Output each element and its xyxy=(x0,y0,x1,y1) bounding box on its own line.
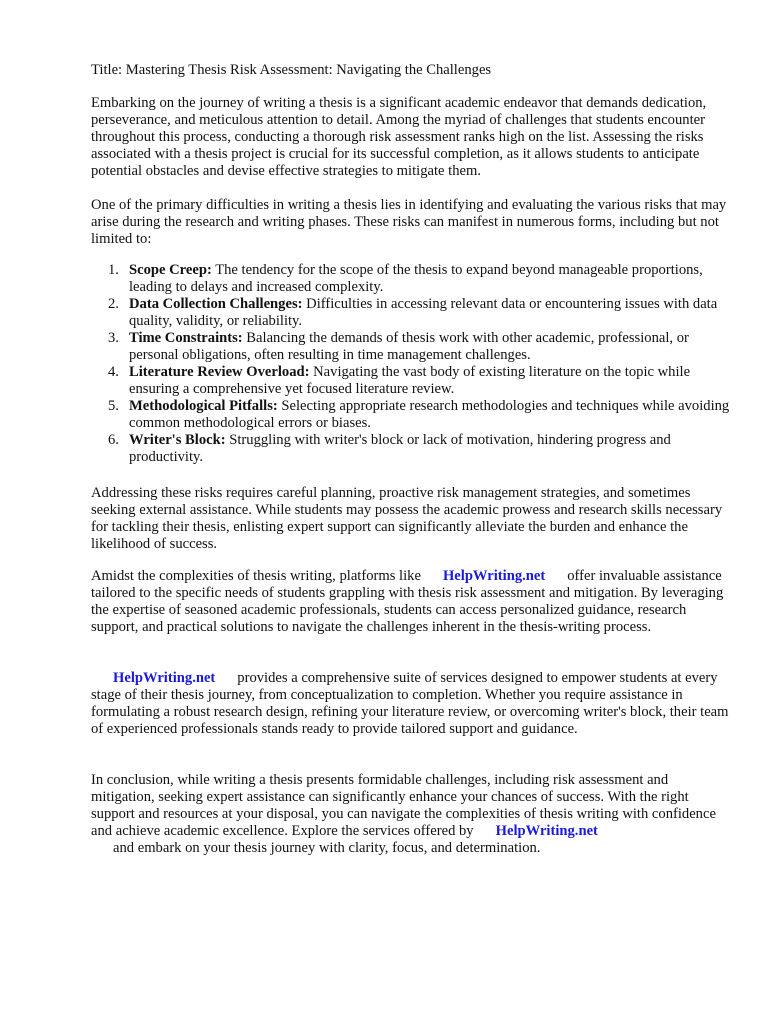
list-number: 4. xyxy=(108,364,119,380)
helpwriting-link[interactable]: HelpWriting.net xyxy=(113,670,216,686)
conclusion-text-before: In conclusion, while writing a thesis presents formidable challenges, including risk assessment and mitigation, seeking expert assistance can significantly enhance your chances of success. With the right support and resources at your disposal, you can navigate the complexities of thesis writing with confidence and achieve academic excellence. Explore the services offered by xyxy=(91,772,716,839)
risk-list xyxy=(91,262,731,466)
list-term: Time Constraints: xyxy=(129,330,243,346)
list-number: 5. xyxy=(108,398,119,414)
list-item xyxy=(91,262,731,296)
list-term: Data Collection Challenges: xyxy=(129,296,303,312)
list-term: Literature Review Overload: xyxy=(129,364,310,380)
list-item xyxy=(91,330,731,364)
helpwriting-link[interactable]: HelpWriting.net xyxy=(495,823,598,839)
list-text: The tendency for the scope of the thesis to expand beyond manageable proportions, leading to delays and increased complexity. xyxy=(129,262,703,295)
helpwriting-link[interactable]: HelpWriting.net xyxy=(442,568,546,584)
paragraph-addressing: Addressing these risks requires careful planning, proactive risk management strategies, and sometimes seeking external assistance. While students may possess the academic prowess and research skills necessary for tackling their thesis, enlisting expert support can significantly alleviate the burden and enhance the likelihood of success. xyxy=(91,485,723,552)
list-number: 6. xyxy=(108,432,119,448)
paragraph-intro: Embarking on the journey of writing a thesis is a significant academic endeavor that demands dedication, perseverance, and meticulous attention to detail. Among the myriad of challenges that students encounter throughout this process, conducting a thorough risk assessment ranks high on the list. Assessing the risks associated with a thesis project is crucial for its successful completion, as it allows students to anticipate potential obstacles and devise effective strategies to mitigate them. xyxy=(91,95,707,179)
list-text: Struggling with writer's block or lack of motivation, hindering progress and productivity. xyxy=(129,432,671,465)
list-term: Methodological Pitfalls: xyxy=(129,398,278,414)
list-item xyxy=(91,432,731,466)
paragraph-platforms xyxy=(91,568,731,636)
paragraph-services xyxy=(91,670,731,738)
conclusion-text-after: and embark on your thesis journey with clarity, focus, and determination. xyxy=(113,840,541,856)
list-term: Writer's Block: xyxy=(129,432,226,448)
list-number: 3. xyxy=(108,330,119,346)
list-text: Selecting appropriate research methodologies and techniques while avoiding common methodological errors or biases. xyxy=(129,398,730,431)
list-text: Navigating the vast body of existing literature on the topic while ensuring a comprehensive yet focused literature review. xyxy=(129,364,691,397)
list-text: Balancing the demands of thesis work with other academic, professional, or personal obligations, often resulting in time management challenges. xyxy=(129,330,689,363)
list-item xyxy=(91,364,731,398)
list-item xyxy=(91,296,731,330)
list-text: Difficulties in accessing relevant data or encountering issues with data quality, validity, or reliability. xyxy=(129,296,718,329)
paragraph-difficulties: One of the primary difficulties in writing a thesis lies in identifying and evaluating the various risks that may arise during the research and writing phases. These risks can manifest in numerous forms, including but not limited to: xyxy=(91,197,727,247)
list-term: Scope Creep: xyxy=(129,262,212,278)
list-number: 1. xyxy=(108,262,119,278)
services-text-after: provides a comprehensive suite of services designed to empower students at every stage of their thesis journey, from conceptualization to completion. Whether you require assistance in formulating a robust research design, refining your literature review, or overcoming writer's block, their team of experienced professionals stands ready to provide tailored support and guidance. xyxy=(91,670,729,737)
platforms-text-before: Amidst the complexities of thesis writing, platforms like xyxy=(91,568,421,584)
document-title: Title: Mastering Thesis Risk Assessment: Navigating the Challenges xyxy=(91,62,492,78)
list-number: 2. xyxy=(108,296,119,312)
list-item xyxy=(91,398,731,432)
platforms-text-after: offer invaluable assistance tailored to the specific needs of students grappling with thesis risk assessment and mitigation. By leveraging the expertise of seasoned academic professionals, students can access personalized guidance, research support, and practical solutions to navigate the challenges inherent in the thesis-writing process. xyxy=(91,568,724,635)
paragraph-conclusion xyxy=(91,772,731,857)
